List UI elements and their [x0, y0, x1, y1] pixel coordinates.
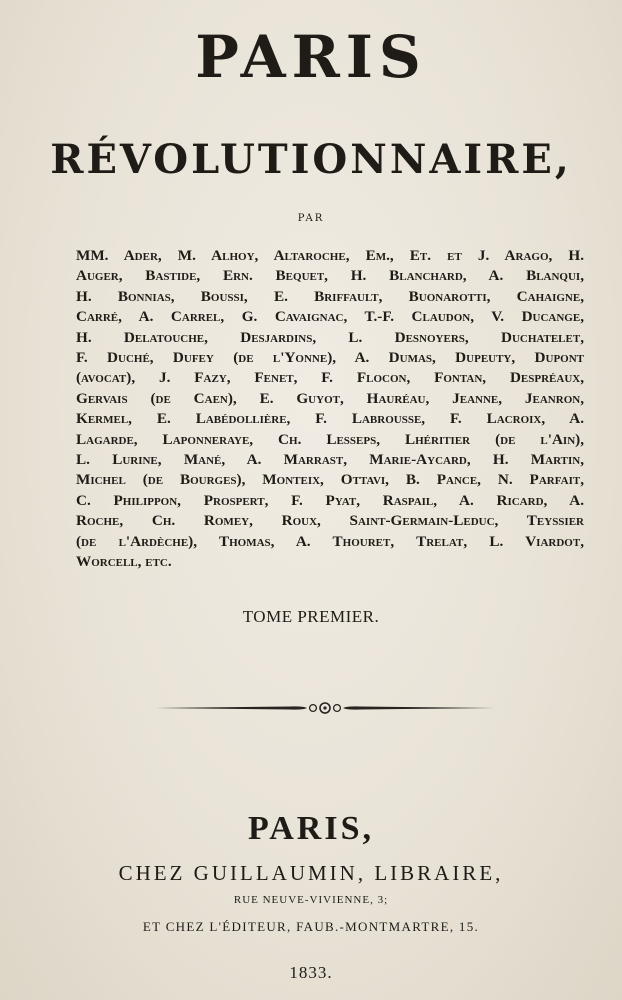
author-line: L. Lurine, Mané, A. Marrast, Marie-Aycard, H. Martin, — [76, 451, 584, 469]
imprint-city: PARIS, — [248, 810, 374, 847]
imprint-address-1: RUE NEUVE-VIVIENNE, 3; — [233, 894, 389, 906]
author-line: Roche, Ch. Romey, Roux, Saint-Germain-Leduc, Teyssier — [76, 512, 584, 530]
author-line: C. Philippon, Prospert, F. Pyat, Raspail, A. Ricard, A. — [76, 491, 584, 509]
author-line: (avocat), J. Fazy, Fenet, F. Flocon, Fontan, Despréaux, — [76, 369, 584, 387]
author-line: (de l'Ardèche), Thomas, A. Thouret, Trelat, L. Viardot, — [76, 532, 584, 550]
volume-label: TOME PREMIER. — [242, 607, 380, 626]
author-line: Michel (de Bourges), Monteix, Ottavi, B. Pance, N. Parfait, — [76, 471, 584, 489]
imprint-year: 1833. — [289, 963, 333, 982]
byline: PAR — [297, 213, 325, 224]
author-line: Lagarde, Laponneraye, Ch. Lesseps, Lhéritier (de l'Ain), — [76, 430, 584, 448]
author-list — [76, 246, 584, 573]
author-line: Gervais (de Caen), E. Guyot, Hauréau, Jeanne, Jeanron, — [76, 389, 584, 407]
author-line: Carré, A. Carrel, G. Cavaignac, T.-F. Claudon, V. Ducange, — [76, 308, 584, 326]
author-line: H. Bonnias, Boussi, E. Briffault, Buonarotti, Cahaigne, — [76, 287, 584, 305]
author-line: Kermel, E. Labédollière, F. Labrousse, F. Lacroix, A. — [76, 410, 584, 428]
author-line: MM. Ader, M. Alhoy, Altaroche, Em., Et. et J. Arago, H. — [76, 247, 584, 264]
author-line: Auger, Bastide, Ern. Bequet, H. Blanchard, A. Blanqui, — [76, 267, 584, 285]
imprint-address-2: ET CHEZ L'ÉDITEUR, FAUB.-MONTMARTRE, 15. — [142, 919, 480, 934]
ornament-divider — [155, 696, 495, 720]
title-line-1: PARIS — [195, 23, 427, 91]
imprint-publisher: CHEZ GUILLAUMIN, LIBRAIRE, — [118, 861, 504, 885]
author-line: H. Delatouche, Desjardins, L. Desnoyers, Duchatelet, — [76, 328, 584, 346]
title-line-2: RÉVOLUTIONNAIRE, — [50, 136, 572, 183]
author-line: Worcell, etc. — [76, 553, 172, 571]
author-line: F. Duché, Dufey (de l'Yonne), A. Dumas, Dupeuty, Dupont — [76, 349, 584, 367]
